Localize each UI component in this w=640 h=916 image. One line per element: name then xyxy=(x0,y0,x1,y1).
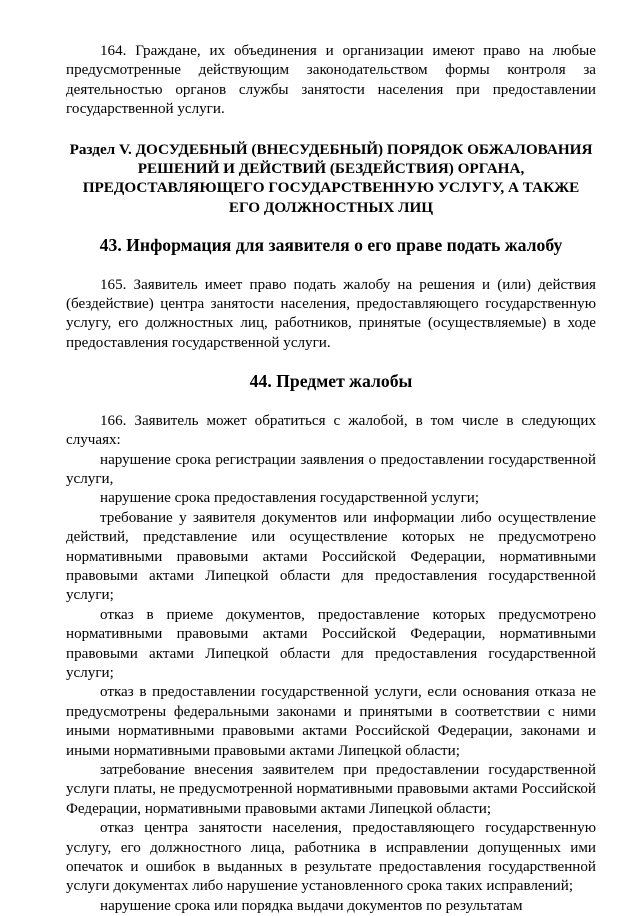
case-item-2: нарушение срока предоставления государственной услуги; xyxy=(100,490,480,507)
paragraph-164: 164. Граждане, их объединения и организации имеют право на любые предусмотренные действующим законодательством формы контроля за деятельностью органов службы занятости населения при предоставлении государственной услуги. xyxy=(66,43,596,118)
subsection-44-title: 44. Предмет жалобы xyxy=(249,371,413,392)
subsection-43-title: 43. Информация для заявителя о его праве подать жалобу xyxy=(99,235,563,256)
case-item-4: отказ в приеме документов, предоставление которых предусмотрено нормативными правовыми актами Российской Федерации, нормативными правовыми актами Липецкой области для предоставления государственной услуги; xyxy=(66,606,596,681)
case-item-8: нарушение срока или порядка выдачи документов по результатам xyxy=(100,897,523,914)
case-item-6: затребование внесения заявителем при предоставлении государственной услуги платы, не предусмотренной нормативными правовыми актами Российской Федерации, нормативными правовыми актами Липецкой области; xyxy=(66,762,596,817)
document-page xyxy=(66,42,596,916)
case-item-1: нарушение срока регистрации заявления о предоставлении государственной услуги, xyxy=(66,451,596,487)
paragraph-165: 165. Заявитель имеет право подать жалобу на решения и (или) действия (бездействие) центра занятости населения, предоставляющего государственную услугу, его должностных лиц, работников, принятые (осуществляемые) в ходе предоставления государственной услуги. xyxy=(66,276,596,351)
case-item-7: отказ центра занятости населения, предоставляющего государственную услугу, его должностного лица, работника в исправлении допущенных ими опечаток и ошибок в выданных в результате предоставления государственной услуги документах либо нарушение установленного срока таких исправлений; xyxy=(66,820,596,895)
case-item-3: требование у заявителя документов или информации либо осуществление действий, представление или осуществление которых не предусмотрено нормативными правовыми актами Российской Федерации, нормативными правовыми актами Липецкой области для предоставления государственной услуги; xyxy=(66,509,596,604)
section-v-title: Раздел V. ДОСУДЕБНЫЙ (ВНЕСУДЕБНЫЙ) ПОРЯДОК ОБЖАЛОВАНИЯ РЕШЕНИЙ И ДЕЙСТВИЙ (БЕЗДЕЙСТВИЯ) ОРГАНА, ПРЕДОСТАВЛЯЮЩЕГО ГОСУДАРСТВЕННУЮ УСЛУГУ, А ТАКЖЕ ЕГО ДОЛЖНОСТНЫХ ЛИЦ xyxy=(69,140,593,216)
paragraph-166: 166. Заявитель может обратиться с жалобой, в том числе в следующих случаях: xyxy=(66,412,596,449)
case-item-5: отказ в предоставлении государственной услуги, если основания отказа не предусмотрены федеральными законами и принятыми в соответствии с ними иными нормативными правовыми актами Российской Федерации, законами и иными нормативными правовыми актами Липецкой области; xyxy=(66,684,596,759)
